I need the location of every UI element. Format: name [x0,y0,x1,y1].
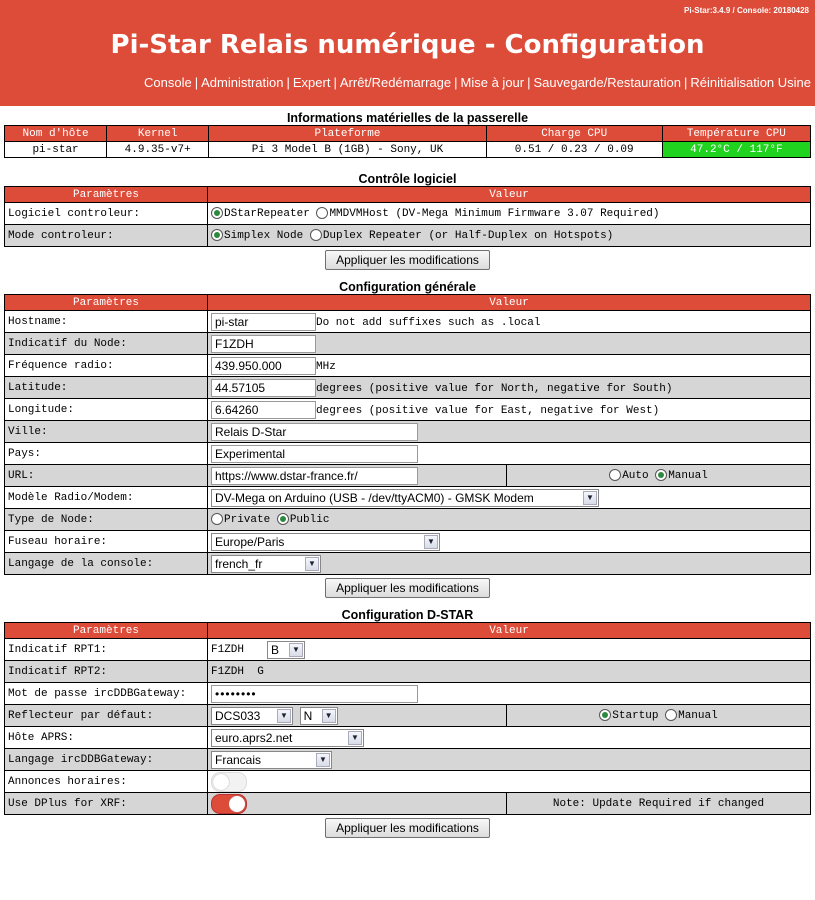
nav-factory-reset[interactable]: Réinitialisation Usine [690,75,811,90]
hw-header-platform: Plateforme [209,126,487,142]
url-mode-options [507,465,811,487]
hostname-label: Hostname: [5,311,208,333]
dplus-xrf-toggle[interactable] [211,794,247,814]
ircddb-password-input[interactable] [211,685,418,703]
hw-cpu-load: 0.51 / 0.23 / 0.09 [486,142,662,158]
reflector-mode-options [507,705,811,727]
country-input[interactable] [211,445,418,463]
reflector-manual-radio[interactable] [665,709,677,721]
mode-duplex-label: Duplex Repeater (or Half-Duplex on Hotspots) [322,229,614,242]
aprs-host-select[interactable] [211,729,364,747]
controller-mmdvm-radio[interactable] [316,207,328,219]
mode-simplex-label: Simplex Node [224,229,304,242]
dstar-title: Configuration D-STAR [341,608,474,622]
sw-col-params: Paramètres [5,187,208,203]
timezone-select-value: Europe/Paris [215,534,285,549]
node-public-radio[interactable] [277,513,289,525]
ircddb-language-label: Langage ircDDBGateway: [5,749,208,771]
ds-col-value: Valeur [208,623,811,639]
rpt2-label: Indicatif RPT2: [5,661,208,683]
longitude-note: degrees (positive value for East, negative for West) [316,404,660,417]
latitude-label: Latitude: [5,377,208,399]
chevron-down-icon: ▼ [424,535,438,549]
ircddb-language-select[interactable] [211,751,332,769]
modem-select-value: DV-Mega on Arduino (USB - /dev/ttyACM0) - GMSK Modem [215,490,534,505]
aprs-host-value: euro.aprs2.net [215,730,293,745]
general-apply-button[interactable]: Appliquer les modifications [325,578,490,598]
mode-options [208,225,811,247]
reflector-startup-radio[interactable] [599,709,611,721]
reflector-select[interactable] [211,707,293,725]
page-header [0,0,815,106]
hw-header-hostname: Nom d'hôte [5,126,107,142]
hw-header-cpu-temp: Température CPU [662,126,810,142]
time-announce-label: Annonces horaires: [5,771,208,793]
url-auto-radio[interactable] [609,469,621,481]
modem-label: Modèle Radio/Modem: [5,487,208,509]
reflector-module-select[interactable] [300,707,338,725]
url-auto-label: Auto [622,469,649,482]
nav-expert[interactable]: Expert [292,75,331,90]
callsign-input[interactable] [211,335,316,353]
url-manual-label: Manual [668,469,708,482]
aprs-host-label: Hôte APRS: [5,727,208,749]
nav-administration[interactable]: Administration [201,75,284,90]
time-announce-toggle[interactable] [211,772,247,792]
nav-console[interactable]: Console [144,75,192,90]
url-input[interactable] [211,467,418,485]
dstar-apply-button[interactable]: Appliquer les modifications [325,818,490,838]
reflector-value: DCS033 [215,708,261,723]
mode-duplex-radio[interactable] [310,229,322,241]
software-apply-button[interactable]: Appliquer les modifications [325,250,490,270]
nav-power[interactable]: Arrêt/Redémarrage [339,75,452,90]
chevron-down-icon: ▼ [583,491,597,505]
ircddb-password-label: Mot de passe ircDDBGateway: [5,683,208,705]
callsign-label: Indicatif du Node: [5,333,208,355]
hostname-input[interactable] [211,313,316,331]
general-table [4,294,811,575]
url-label: URL: [5,465,208,487]
node-private-label: Private [224,513,271,526]
rpt1-callsign: F1ZDH [211,644,245,657]
hw-kernel: 4.9.35-v7+ [107,142,209,158]
node-private-radio[interactable] [211,513,223,525]
timezone-label: Fuseau horaire: [5,531,208,553]
chevron-down-icon: ▼ [322,709,336,723]
url-manual-radio[interactable] [655,469,667,481]
controller-dstar-label: DStarRepeater [224,207,310,220]
hw-header-cpu-load: Charge CPU [486,126,662,142]
controller-label: Logiciel controleur: [5,203,208,225]
chevron-down-icon: ▼ [289,643,303,657]
sw-col-value: Valeur [208,187,811,203]
dplus-note: Note: Update Required if changed [507,793,811,815]
rpt1-module-value: B [271,642,280,657]
controller-dstar-radio[interactable] [211,207,223,219]
toggle-knob [213,774,229,790]
hardware-title: Informations matérielles de la passerelle [286,111,529,125]
toggle-knob [229,796,245,812]
node-public-label: Public [289,513,330,526]
version-info: Pi-Star:3.4.9 / Console: 20180428 [684,6,809,15]
latitude-input[interactable] [211,379,316,397]
reflector-label: Reflecteur par défaut: [5,705,208,727]
longitude-label: Longitude: [5,399,208,421]
page-title: Pi-Star Relais numérique - Configuration [110,30,705,60]
country-label: Pays: [5,443,208,465]
latitude-note: degrees (positive value for North, negative for South) [316,382,673,395]
mode-label: Mode controleur: [5,225,208,247]
modem-select[interactable] [211,489,599,507]
hardware-table [4,125,811,158]
ircddb-language-value: Francais [215,752,262,767]
chevron-down-icon: ▼ [348,731,362,745]
nav-update[interactable]: Mise à jour [460,75,525,90]
console-language-value: french_fr [215,556,263,571]
chevron-down-icon: ▼ [316,753,330,767]
reflector-manual-label: Manual [678,709,718,722]
timezone-select[interactable] [211,533,440,551]
software-title: Contrôle logiciel [358,172,457,186]
dplus-xrf-label: Use DPlus for XRF: [5,793,208,815]
nav-backup[interactable]: Sauvegarde/Restauration [533,75,681,90]
hw-header-kernel: Kernel [107,126,209,142]
rpt1-module-select[interactable] [267,641,305,659]
hostname-note: Do not add suffixes such as .local [316,316,541,329]
general-title: Configuration générale [339,280,476,294]
reflector-module-value: N [303,708,313,723]
controller-mmdvm-label: MMDVMHost (DV-Mega Minimum Firmware 3.07 Required) [329,207,660,220]
hw-hostname: pi-star [5,142,107,158]
frequency-unit: MHz [316,360,336,373]
hw-cpu-temp: 47.2°C / 117°F [662,142,810,158]
dstar-table [4,622,811,815]
ds-col-params: Paramètres [5,623,208,639]
console-language-label: Langage de la console: [5,553,208,575]
rpt2-value: F1ZDH G [208,661,811,683]
frequency-label: Fréquence radio: [5,355,208,377]
mode-simplex-radio[interactable] [211,229,223,241]
frequency-input[interactable] [211,357,316,375]
city-input[interactable] [211,423,418,441]
controller-options [208,203,811,225]
chevron-down-icon: ▼ [277,709,291,723]
console-language-select[interactable] [211,555,321,573]
main-nav: Console | Administration | Expert | Arrêt/Redémarrage | Mise à jour | Sauvegarde/Restauration | Réinitialisation Usine [144,75,811,90]
chevron-down-icon: ▼ [305,557,319,571]
city-label: Ville: [5,421,208,443]
gen-col-value: Valeur [208,295,811,311]
rpt1-label: Indicatif RPT1: [5,639,208,661]
software-table [4,186,811,247]
gen-col-params: Paramètres [5,295,208,311]
hw-platform: Pi 3 Model B (1GB) - Sony, UK [209,142,487,158]
node-type-label: Type de Node: [5,509,208,531]
reflector-startup-label: Startup [612,709,659,722]
longitude-input[interactable] [211,401,316,419]
